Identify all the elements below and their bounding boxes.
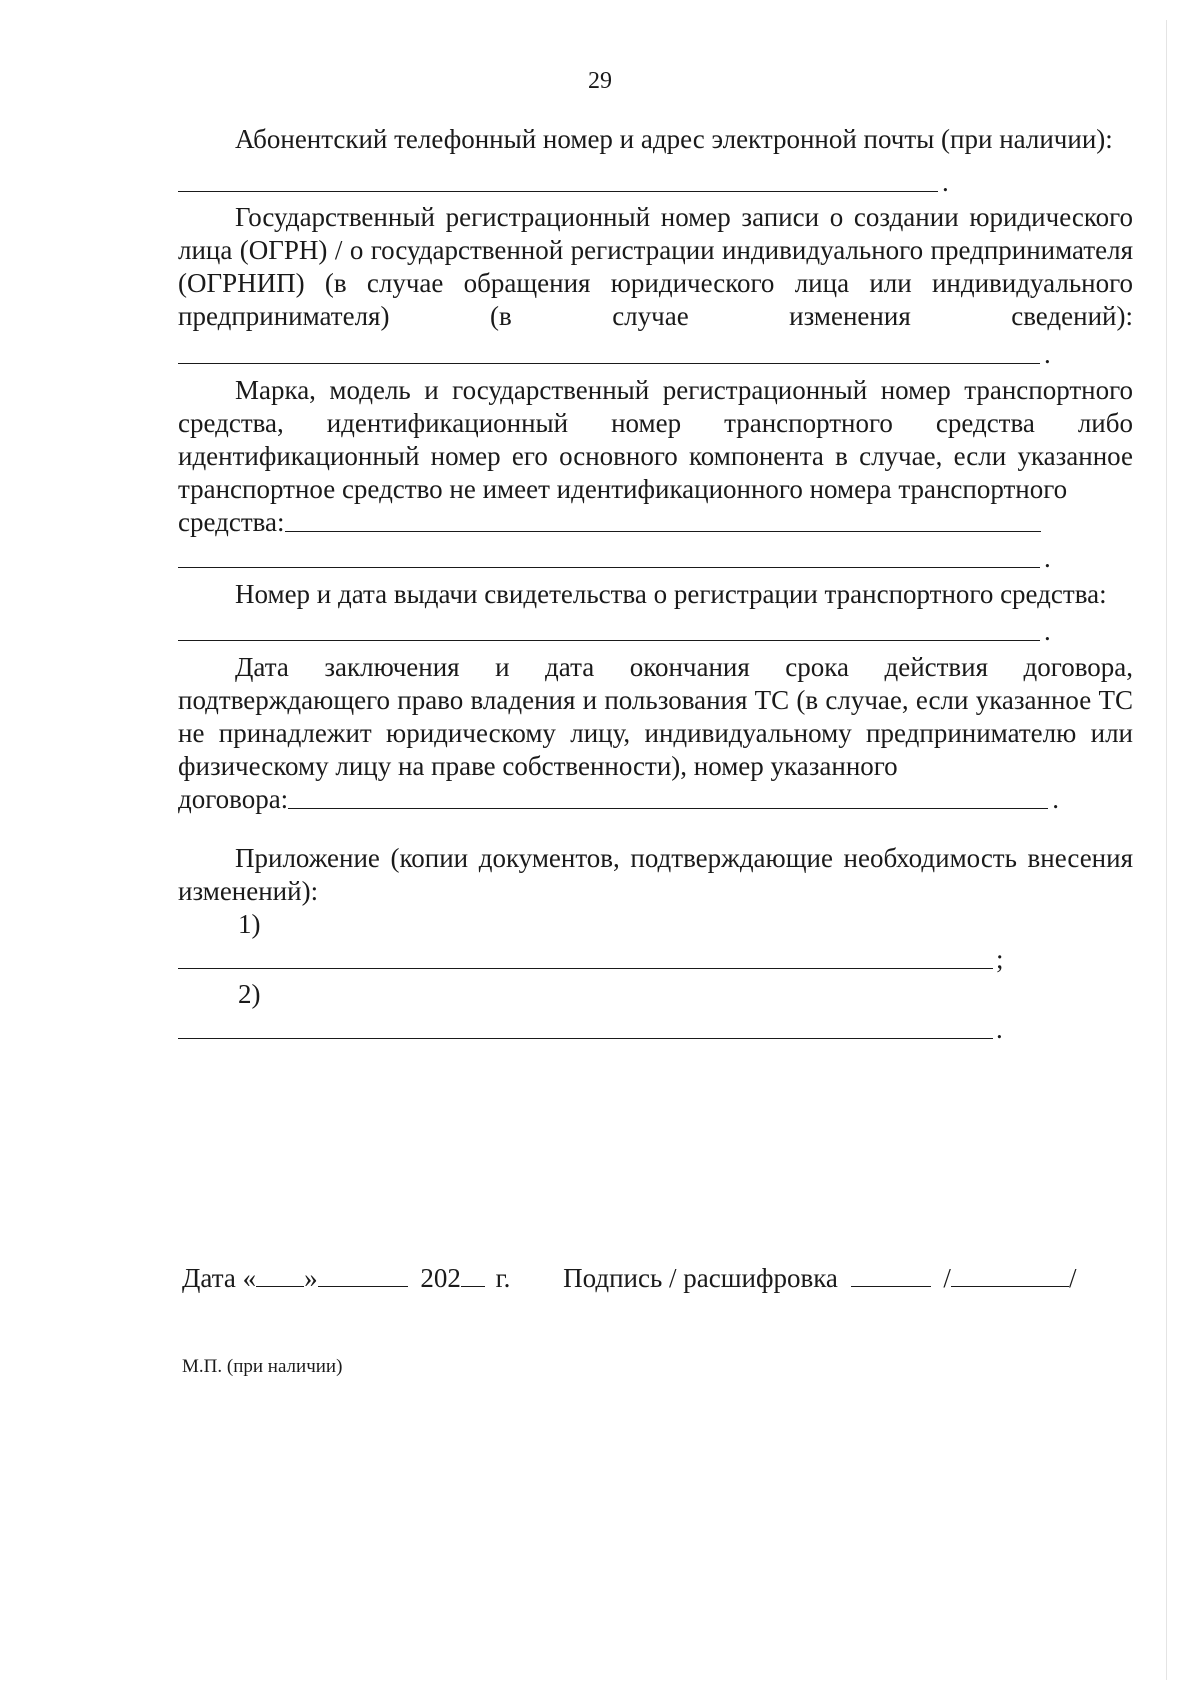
certificate-text: Номер и дата выдачи свидетельства о регистрации транспортного средства:: [235, 579, 1107, 609]
contact-text: Абонентский телефонный номер и адрес электронной почты (при наличии):: [235, 124, 1113, 154]
vehicle-label: средства:: [178, 507, 285, 537]
date-year-suffix: г.: [495, 1263, 511, 1293]
signature-label: Подпись / расшифровка: [563, 1263, 838, 1293]
contract-text: Дата заключения и дата окончания срока действия договора, подтверждающего право владения и пользования ТС (в случае, если указанное ТС не принадлежит юридическому лицу, индивидуальному предпринимателю или физическому лицу на праве собственности), номер указанного: [178, 652, 1133, 781]
vehicle-text: Марка, модель и государственный регистрационный номер транспортного средства, идентификационный номер транспортного средства либо идентификационный номер его основного компонента в случае, если указанное транспортное средство не имеет идентификационного номера транспортного: [178, 375, 1133, 504]
signature-field[interactable]: [851, 1264, 931, 1287]
attachment-text: Приложение (копии документов, подтверждающие необходимость внесения изменений):: [178, 843, 1133, 906]
date-signature-row: [182, 1262, 1142, 1295]
contact-field[interactable]: [178, 166, 1133, 199]
ogrn-field-end: .: [1044, 339, 1051, 369]
attachment-item-2-field[interactable]: [178, 1013, 1133, 1046]
attachment-item-1-end: ;: [996, 944, 1004, 974]
ogrn-text: Государственный регистрационный номер записи о создании юридического лица (ОГРН) / о государственной регистрации индивидуального предпринимателя (ОГРНИП) (в случае обращения юридического лица или индивидуального предпринимателя) (в случае изменения сведений):: [178, 202, 1133, 331]
date-year-field[interactable]: [461, 1264, 485, 1287]
signature-name-field[interactable]: [951, 1264, 1069, 1287]
vehicle-field-end: .: [1044, 543, 1051, 573]
form-content: [178, 123, 1133, 1046]
attachment-item-1-field[interactable]: [178, 943, 1133, 976]
certificate-field-end: .: [1044, 616, 1051, 646]
attachment-item-2-number: 2): [238, 979, 261, 1009]
scan-edge-line: [1166, 20, 1167, 1680]
stamp-note: М.П. (при наличии): [182, 1356, 343, 1377]
attachment-item-2-end: .: [996, 1014, 1003, 1044]
date-day-field[interactable]: [256, 1264, 304, 1287]
signature-slash-1: /: [943, 1263, 951, 1293]
contract-field[interactable]: [178, 783, 1133, 816]
page-number: 29: [588, 68, 612, 94]
contract-label: договора:: [178, 784, 289, 814]
attachment-item-1-number: 1): [238, 909, 261, 939]
vehicle-field-line2[interactable]: [178, 542, 1133, 575]
contact-field-end: .: [942, 167, 949, 197]
ogrn-field[interactable]: [178, 338, 1133, 371]
date-year-prefix: 202: [420, 1263, 461, 1293]
date-label: Дата «: [182, 1263, 257, 1293]
date-month-field[interactable]: [318, 1264, 408, 1287]
certificate-field[interactable]: [178, 615, 1133, 648]
date-close-quote: »: [304, 1263, 318, 1293]
signature-slash-2: /: [1068, 1263, 1077, 1293]
contract-field-end: .: [1052, 784, 1059, 814]
vehicle-field-line1[interactable]: [178, 506, 1133, 539]
